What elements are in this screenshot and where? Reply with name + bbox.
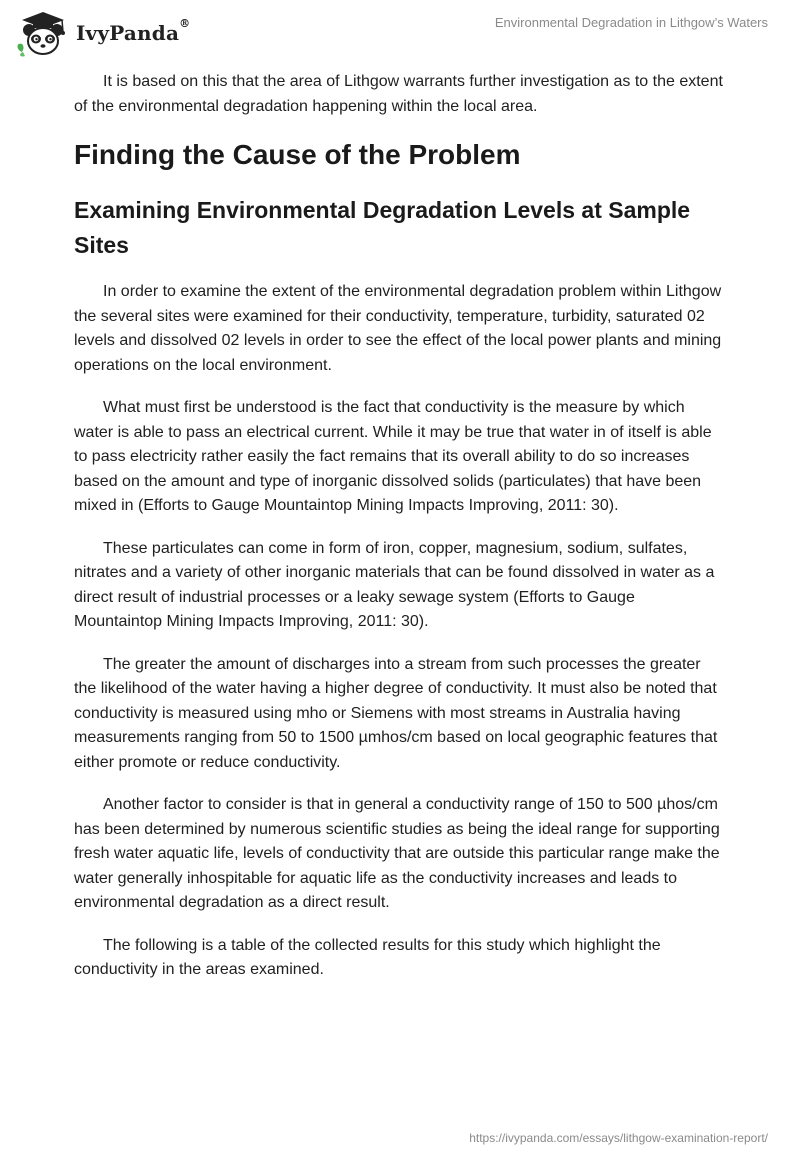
page-header bbox=[0, 0, 800, 70]
article-body bbox=[74, 70, 726, 1001]
logo-text: IvyPanda® bbox=[76, 17, 191, 45]
paragraph: Another factor to consider is that in general a conductivity range of 150 to 500 µhos/cm has been determined by numerous scientific studies as being the ideal range for supporting fresh water aquatic life, levels of conductivity that are outside this particular range make the water generally inhospitable for aquatic life as the conductivity increases and leads to environmental degradation as a direct result. bbox=[74, 796, 720, 911]
ivypanda-logo[interactable] bbox=[14, 8, 190, 58]
panda-graduate-icon bbox=[14, 8, 72, 58]
paragraph: The following is a table of the collected results for this study which highlight the conductivity in the areas examined. bbox=[74, 936, 661, 978]
subsection-heading: Examining Environmental Degradation Levels at Sample Sites bbox=[74, 197, 691, 258]
source-url[interactable]: https://ivypanda.com/essays/lithgow-examination-report/ bbox=[469, 1131, 768, 1145]
paragraph: These particulates can come in form of iron, copper, magnesium, sodium, sulfates, nitrates and a variety of other inorganic materials that can be found dissolved in water as a direct result of industrial processes or a leaky sewage system (Efforts to Gauge Mountaintop Mining Impacts Improving, 2011: 30). bbox=[74, 539, 715, 630]
document-title: Environmental Degradation in Lithgow’s Waters bbox=[494, 15, 768, 30]
intro-paragraph: It is based on this that the area of Lithgow warrants further investigation as to the extent of the environmental degradation happening within the local area. bbox=[74, 73, 723, 115]
paragraph: In order to examine the extent of the environmental degradation problem within Lithgow the several sites were examined for their conductivity, temperature, turbidity, saturated 02 levels and dissolved 02 levels in order to see the effect of the local power plants and mining operations on the local environment. bbox=[74, 283, 722, 374]
registered-mark: ® bbox=[179, 17, 191, 30]
paragraph: What must first be understood is the fact that conductivity is the measure by which water is able to pass an electrical current. While it may be true that water in of itself is able to pass electricity rather easily the fact remains that its overall ability to do so increases based on the amount and type of inorganic dissolved solids (particulates) that have been mixed in (Efforts to Gauge Mountaintop Mining Impacts Improving, 2011: 30). bbox=[74, 399, 712, 514]
section-heading: Finding the Cause of the Problem bbox=[74, 139, 521, 170]
paragraph: The greater the amount of discharges into a stream from such processes the greater the likelihood of the water having a higher degree of conductivity. It must also be noted that conductivity is measured using mho or Siemens with most streams in Australia having measurements ranging from 50 to 1500 µmhos/cm based on local geographic features that either promote or reduce conductivity. bbox=[74, 655, 718, 771]
